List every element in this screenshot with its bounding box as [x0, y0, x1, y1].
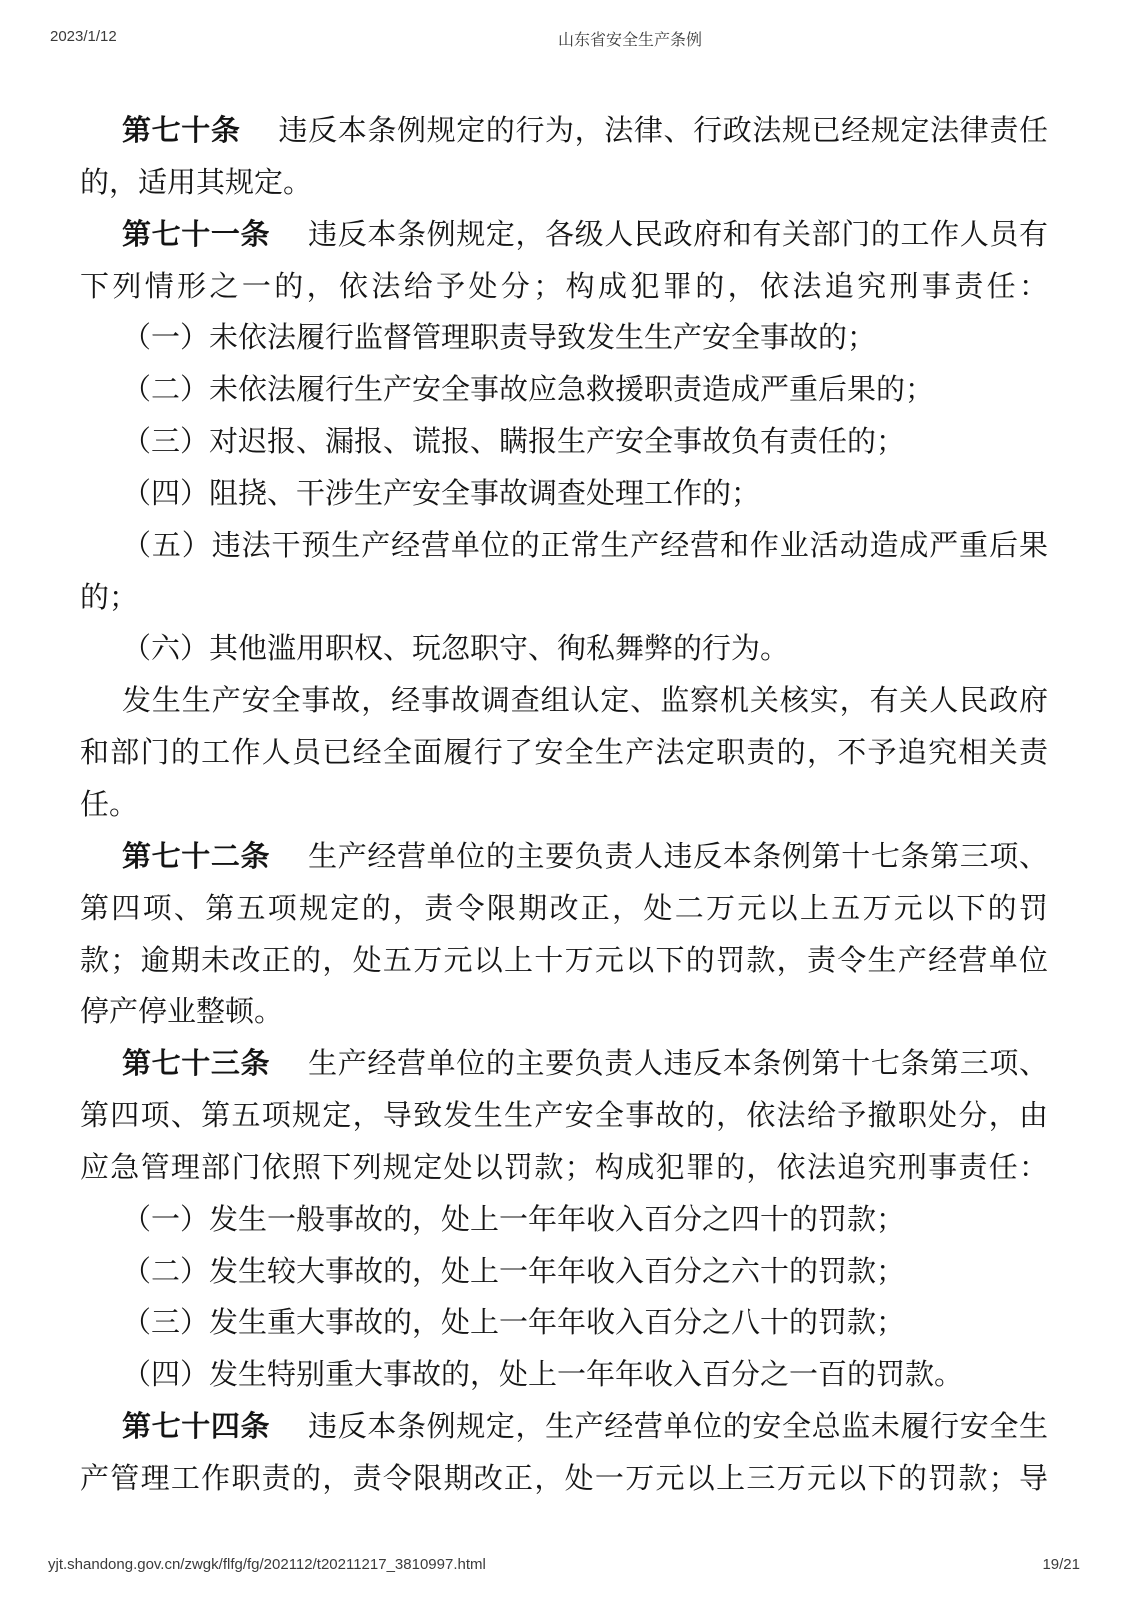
footer-page-number: 19/21 [1042, 1556, 1080, 1573]
document-line [80, 1143, 1048, 1195]
document-line [80, 987, 1048, 1039]
line-text: （二）发生较大事故的，处上一年年收入百分之六十的罚款； [122, 1255, 906, 1288]
document-line [80, 158, 1048, 210]
line-text: 违反本条例规定，生产经营单位的安全总监未履行安全生 [308, 1411, 1048, 1444]
line-text: （三）发生重大事故的，处上一年年收入百分之八十的罚款； [122, 1307, 906, 1340]
document-line [80, 1298, 1048, 1350]
document-line [80, 728, 1048, 780]
document-line [80, 780, 1048, 832]
line-text: （四）阻挠、干涉生产安全事故调查处理工作的； [122, 477, 761, 510]
document-body [80, 106, 1048, 1506]
line-text: 第四项、第五项规定的，责令限期改正，处二万元以上五万元以下的罚 [80, 892, 1048, 925]
document-line [80, 417, 1048, 469]
document-line [80, 365, 1048, 417]
document-line [80, 521, 1048, 573]
article-number: 第七十二条 [122, 840, 271, 873]
line-text: 的； [80, 581, 139, 614]
document-line [80, 1091, 1048, 1143]
line-text: （一）未依法履行监督管理职责导致发生生产安全事故的； [122, 322, 877, 355]
document-line [80, 210, 1048, 262]
article-number: 第七十一条 [122, 218, 271, 251]
article-number: 第七十条 [122, 115, 241, 147]
header-date: 2023/1/12 [50, 28, 117, 45]
line-text: （五）违法干预生产经营单位的正常生产经营和作业活动造成严重后果 [122, 529, 1048, 562]
line-text: 发生生产安全事故，经事故调查组认定、监察机关核实，有关人民政府 [122, 685, 1048, 718]
line-text: 任。 [80, 788, 139, 821]
line-text: （四）发生特别重大事故的，处上一年年收入百分之一百的罚款。 [122, 1359, 964, 1392]
document-line [80, 313, 1048, 365]
line-text: 生产经营单位的主要负责人违反本条例第十七条第三项、 [308, 840, 1048, 873]
line-text: 应急管理部门依照下列规定处以罚款；构成犯罪的，依法追究刑事责任： [80, 1151, 1048, 1184]
document-line [80, 676, 1048, 728]
document-line [80, 1247, 1048, 1299]
line-text: （六）其他滥用职权、玩忽职守、徇私舞弊的行为。 [122, 633, 790, 666]
document-line [80, 832, 1048, 884]
page-footer [48, 1556, 1080, 1573]
line-text: 停产停业整顿。 [80, 996, 284, 1029]
line-text: 第四项、第五项规定，导致发生生产安全事故的，依法给予撤职处分，由 [80, 1100, 1048, 1133]
line-text: 生产经营单位的主要负责人违反本条例第十七条第三项、 [308, 1048, 1048, 1081]
line-text: 和部门的工作人员已经全面履行了安全生产法定职责的，不予追究相关责 [80, 737, 1048, 770]
line-text: 下列情形之一的，依法给予处分；构成犯罪的，依法追究刑事责任： [80, 270, 1048, 303]
document-line [80, 106, 1048, 158]
document-line [80, 624, 1048, 676]
line-text: 违反本条例规定，各级人民政府和有关部门的工作人员有 [308, 218, 1048, 251]
document-line [80, 262, 1048, 314]
line-text: 违反本条例规定的行为，法律、行政法规已经规定法律责任 [278, 115, 1048, 147]
document-line [80, 1039, 1048, 1091]
document-line [80, 1454, 1048, 1506]
article-number: 第七十四条 [122, 1411, 271, 1444]
line-text: （三）对迟报、漏报、谎报、瞒报生产安全事故负有责任的； [122, 426, 906, 459]
line-text: 款；逾期未改正的，处五万元以上十万元以下的罚款，责令生产经营单位 [80, 944, 1048, 977]
line-text: 产管理工作职责的，责令限期改正，处一万元以上三万元以下的罚款；导 [80, 1462, 1048, 1495]
footer-url: yjt.shandong.gov.cn/zwgk/flfg/fg/202112/t20211217_3810997.html [48, 1556, 486, 1573]
line-text: （二）未依法履行生产安全事故应急救援职责造成严重后果的； [122, 374, 935, 407]
document-line [80, 936, 1048, 988]
line-text: （一）发生一般事故的，处上一年年收入百分之四十的罚款； [122, 1203, 906, 1236]
document-line [80, 1402, 1048, 1454]
header-document-title: 山东省安全生产条例 [558, 32, 703, 49]
document-line [80, 573, 1048, 625]
article-number: 第七十三条 [122, 1048, 271, 1081]
line-text: 的，适用其规定。 [80, 166, 313, 199]
document-line [80, 1195, 1048, 1247]
document-line [80, 469, 1048, 521]
document-line [80, 1350, 1048, 1402]
document-line [80, 884, 1048, 936]
